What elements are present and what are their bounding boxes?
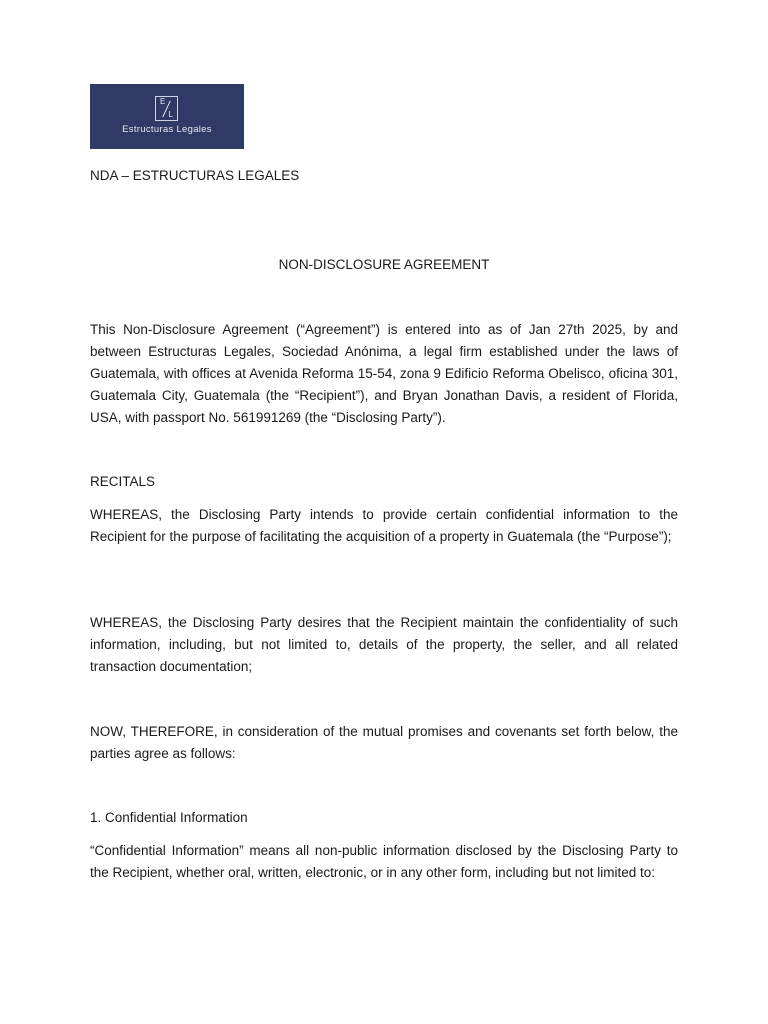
intro-paragraph: This Non-Disclosure Agreement (“Agreement”) is entered into as of Jan 27th 2025, by and between Estructuras Legales, Sociedad Anónima, a legal firm established under the laws of Guatemala, with offices at Avenida Reforma 15-54, zona 9 Edificio Reforma Obelisco, oficina 301, Guatemala City, Guatemala (the “Recipient”), and Bryan Jonathan Davis, a resident of Florida, USA, with passport No. 561991269 (the “Disclosing Party”). bbox=[90, 322, 678, 425]
section-1-body: “Confidential Information” means all non-public information disclosed by the Disclosing Party to the Recipient, whether oral, written, electronic, or in any other form, including but not limited to: bbox=[90, 843, 678, 880]
logo-mark-bottom: L bbox=[168, 110, 173, 119]
document-label: NDA – ESTRUCTURAS LEGALES bbox=[90, 168, 300, 183]
document-title: NON-DISCLOSURE AGREEMENT bbox=[278, 257, 490, 272]
whereas-paragraph-1: WHEREAS, the Disclosing Party intends to provide certain confidential information to the Recipient for the purpose of facilitating the acquisition of a property in Guatemala (the “Purpose”); bbox=[90, 507, 678, 544]
now-therefore-paragraph: NOW, THEREFORE, in consideration of the mutual promises and covenants set forth below, the parties agree as follows: bbox=[90, 724, 678, 761]
logo-brand-name: Estructuras Legales bbox=[122, 124, 212, 135]
logo-mark-top: E bbox=[160, 97, 166, 106]
company-logo bbox=[90, 84, 244, 149]
recitals-heading: RECITALS bbox=[90, 474, 156, 489]
logo-monogram-icon bbox=[155, 96, 178, 121]
whereas-paragraph-2: WHEREAS, the Disclosing Party desires that the Recipient maintain the confidentiality of such information, including, but not limited to, details of the property, the seller, and all related transaction documentation; bbox=[90, 615, 678, 674]
section-1-heading: 1. Confidential Information bbox=[90, 810, 248, 825]
